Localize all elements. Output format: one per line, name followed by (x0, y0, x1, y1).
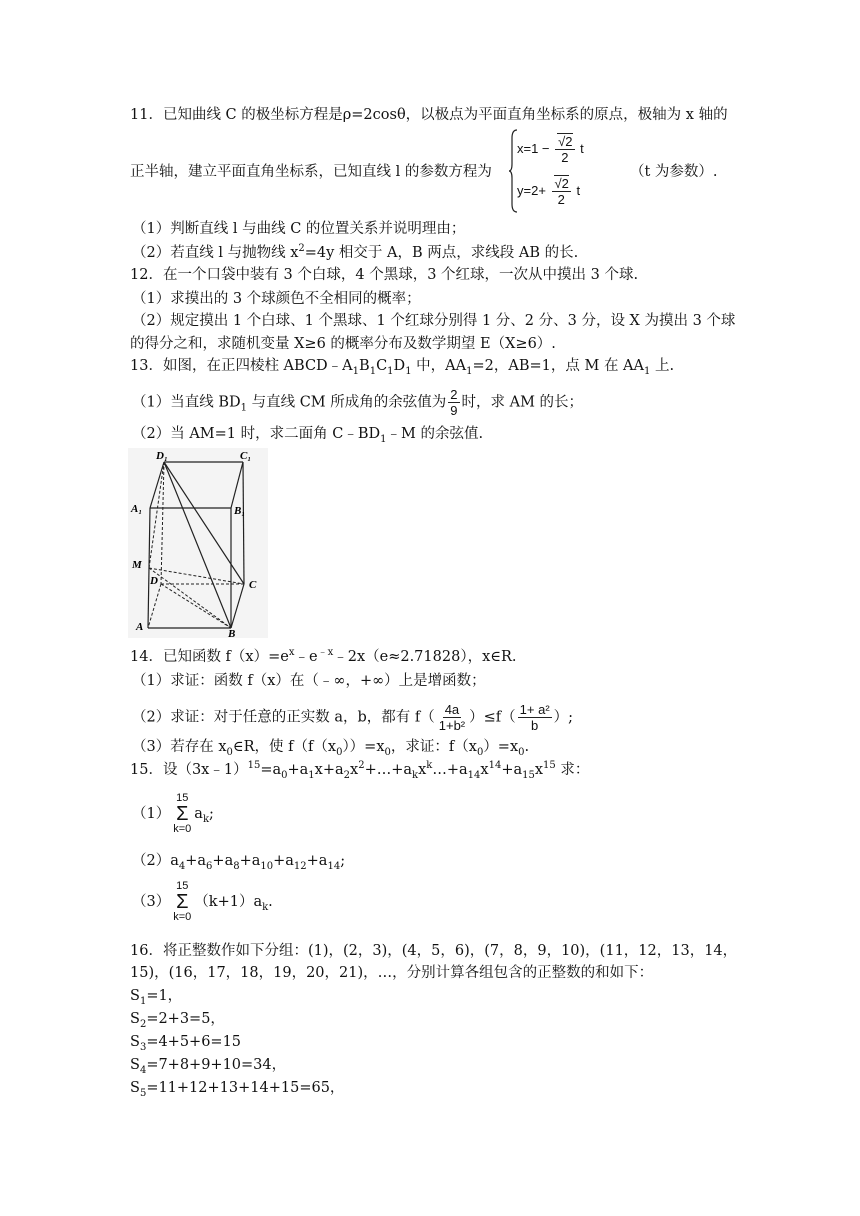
q16-row-3: $S_3=4+5+6=15$ (130, 1034, 242, 1053)
q11-part2 (132, 243, 578, 263)
q14-frac1: $\frac{4a}{\text{1+b²}}$ (438, 702, 466, 733)
label-B: B (228, 628, 236, 638)
param-x-fraction (555, 134, 574, 165)
param-x-prefix: x=1 − (517, 140, 550, 156)
q15-part1: （1） 15 Σ k=0 $a_k$; (132, 792, 214, 835)
sum-icon: 15 Σ k=0 (173, 880, 192, 923)
param-y-sqrt: √2 (554, 176, 569, 191)
q11-line1: 11．已知曲线 C 的极坐标方程是ρ=2cosθ，以极点为平面直角坐标系的原点，极轴为 x 轴的 (130, 107, 728, 123)
q15-part3: （3） 15 Σ k=0 $(k+1)a_k$. (132, 880, 273, 923)
label-A1: A₁ (131, 503, 143, 515)
q14-part3: （3）若存在 $x_0\in R$，使 $f(f(x_0))=x_0$，求证：$f(x_0)=x_0$. (132, 739, 530, 758)
prism-figure (128, 448, 268, 642)
q13-part1: （1）当直线 $BD_1$ 与直线 CM 所成角的余弦值为 $\frac{2}{9}$ 时，求 AM 的长； (132, 387, 584, 418)
q14-part1: （1）求证：函数 f（x）在（﹣∞，+∞）上是增函数； (132, 673, 486, 689)
param-y-den: 2 (557, 192, 565, 207)
q11-line2-text: 正半轴，建立平面直角坐标系，已知直线 l 的参数方程为 (130, 164, 492, 180)
q14-part2: （2）求证：对于任意的正实数 a，b，都有 f（ $\frac{4a}{\text{1+b²}}$ ）≤f（ $\frac{\text{1+ a²}}{b}$ ）; (132, 702, 574, 733)
param-y-prefix: y=2+ (517, 182, 546, 198)
q11-part2-a: （2）若直线 l 与抛物线 x (132, 245, 299, 261)
q11-param-system (509, 128, 629, 216)
q12-part1: （1）求摸出的 3 个球颜色不全相同的概率； (132, 291, 421, 307)
q12-part2-b: 的得分之和，求随机变量 X≥6 的概率分布及数学期望 E（X≥6）. (130, 336, 556, 352)
q16-row-4: $S_4=7+8+9+10=34$， (130, 1057, 287, 1076)
q11-part1: （1）判断直线 l 与曲线 C 的位置关系并说明理由； (132, 221, 466, 237)
q14-frac2: $\frac{\text{1+ a²}}{b}$ (519, 702, 550, 733)
q15-part2: $(2)a_4+a_6+a_8+a_{10}+a_{12}+a_{14}$; (132, 853, 346, 872)
sum-icon: 15 Σ k=0 (173, 792, 192, 835)
label-M: M (132, 559, 142, 571)
label-D: D (150, 575, 158, 587)
q16-row-5: $S_5=11+12+13+14+15=65$， (130, 1080, 345, 1099)
param-y-fraction (552, 176, 571, 207)
param-x-t: t (580, 140, 584, 156)
q14-line1: 14．已知函数 $f(x)=e^x﹣e^{﹣x}﹣2x(e\approx 2.71828)$，x∈R. (130, 647, 517, 665)
q13-cos-fraction: $\frac{2}{9}$ (450, 387, 458, 418)
label-D1: D₁ (156, 450, 168, 462)
q15-line1: 15．设$(3x﹣1)^{15}=a_0+a_1x+a_2x^2+\dots+a_kx^k\dots+a_{14}x^{14}+a_{15}x^{15}$ 求： (130, 760, 590, 781)
q11-line2 (130, 162, 492, 182)
param-x-sqrt: √2 (558, 134, 573, 149)
label-C: C (249, 579, 257, 591)
param-y-t: t (576, 182, 581, 198)
label-B1: B₁ (234, 505, 246, 517)
q16-row-1: $S_1=1$， (130, 988, 183, 1007)
q16-line2: 15)，(16，17，18，19，20，21)，…，分别计算各组包含的正整数的和如下： (130, 965, 654, 981)
q11-part2-sup: 2 (298, 243, 305, 255)
q11-part2-b: =4y 相交于 A，B 两点，求线段 AB 的长. (304, 245, 579, 261)
q12-part2-a: （2）规定摸出 1 个白球、1 个黑球、1 个红球分别得 1 分、2 分、3 分，设 X 为摸出 3 个球 (132, 313, 736, 329)
q16-row-2: $S_2=2+3=5$， (130, 1011, 225, 1030)
q16-line1: 16．将正整数作如下分组：(1)，(2，3)，(4，5，6)，(7，8，9，10)，(11，12，13，14， (130, 943, 738, 959)
label-A: A (136, 621, 144, 633)
label-C1: C₁ (240, 450, 252, 462)
q11-param-note: （t 为参数）. (630, 164, 718, 180)
q12-line1: 12．在一个口袋中装有 3 个白球，4 个黑球，3 个红球，一次从中摸出 3 个球. (130, 267, 639, 283)
param-x-den: 2 (561, 150, 569, 165)
q13-line1: 13．如图，在正四棱柱 $ABCD﹣A_1B_1C_1D_1$ 中，$AA_1=2$，AB=1，点 M 在 $AA_1$ 上. (130, 358, 675, 377)
q13-part2: （2）当 AM=1 时，求二面角 $C﹣BD_1﹣M$ 的余弦值. (132, 426, 484, 445)
